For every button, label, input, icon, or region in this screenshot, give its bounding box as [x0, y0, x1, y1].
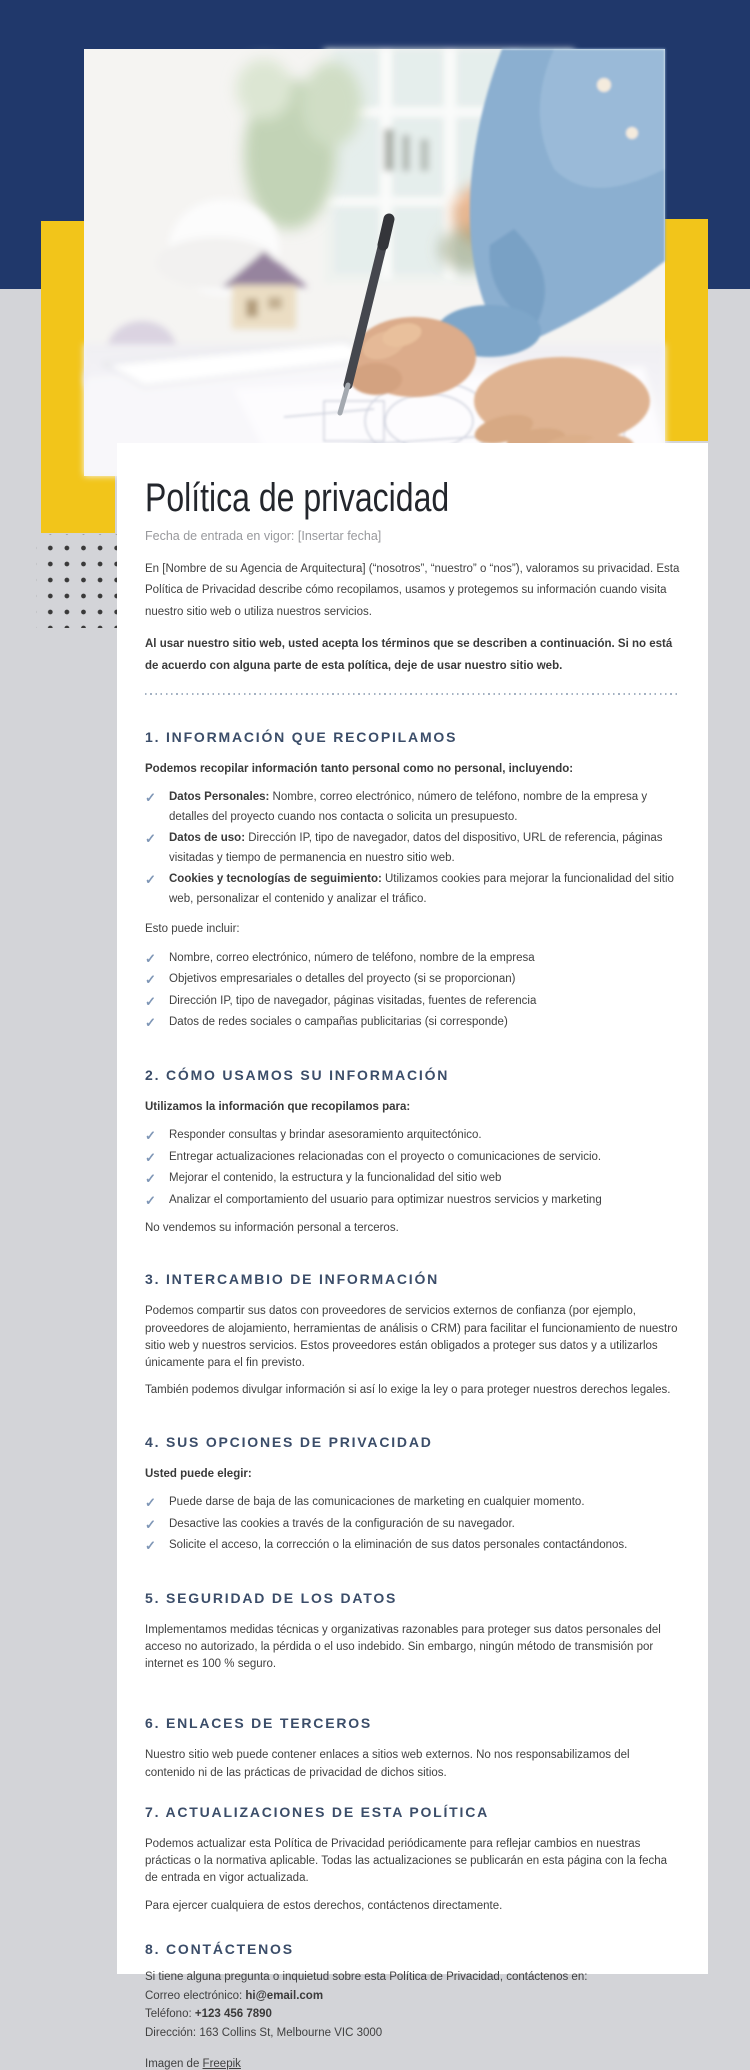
section-paragraph: Podemos compartir sus datos con proveedores de servicios externos de confianza (por ejemplo, proveedores de alojamiento, herramientas de análisis o CRM) para facilitar el funcionamiento de nuestro sitio web y nuestros servicios. Estos proveedores están obligados a proteger sus datos y a utilizarlos únicamente para el fin previsto. [145, 1305, 678, 1370]
policy-section-2 [145, 1067, 680, 1238]
check-icon: ✓ [145, 993, 156, 1009]
page-title: Política de privacidad [145, 476, 450, 520]
check-icon: ✓ [145, 1538, 156, 1554]
bullet-text: Datos de uso: Dirección IP, tipo de navegador, datos del dispositivo, URL de referencia, páginas visitadas y tiempo de permanencia en nuestro sitio web. [169, 832, 663, 864]
bullet-text: Solicite el acceso, la corrección o la eliminación de sus datos personales contactándonos. [169, 1539, 628, 1552]
policy-section-8 [145, 1941, 680, 2042]
bullet-item [145, 1515, 680, 1535]
section-heading: 3. INTERCAMBIO DE INFORMACIÓN [145, 1271, 440, 1288]
contact-value: hi@email.com [245, 1989, 324, 2002]
section-heading: 8. CONTÁCTENOS [145, 1940, 294, 1957]
bullet-text: Cookies y tecnologías de seguimiento: Utilizamos cookies para mejorar la funcionalidad del sitio web, personalizar el contenido y analizar el tráfico. [169, 873, 674, 905]
bullet-text: Desactive las cookies a través de la configuración de su navegador. [169, 1517, 515, 1530]
policy-section-7 [145, 1804, 680, 1915]
bullet-text: Nombre, correo electrónico, número de teléfono, nombre de la empresa [169, 951, 535, 964]
contact-line: Dirección: 163 Collins St, Melbourne VIC 3000 [145, 2026, 383, 2039]
bullet-list [145, 788, 680, 909]
architect-drawing-illustration [84, 49, 665, 476]
bullet-list [145, 1493, 680, 1556]
check-icon: ✓ [145, 1128, 156, 1144]
check-icon: ✓ [145, 1171, 156, 1187]
policy-section-1 [145, 729, 680, 1033]
bullet-item [145, 1536, 680, 1556]
bullet-text: Analizar el comportamiento del usuario para optimizar nuestros servicios y marketing [169, 1193, 602, 1206]
check-icon: ✓ [145, 1494, 156, 1510]
bullet-list [145, 949, 680, 1033]
check-icon: ✓ [145, 972, 156, 988]
image-credit [145, 2058, 680, 2070]
section-paragraph: Implementamos medidas técnicas y organizativas razonables para proteger sus datos personales del acceso no autorizado, la pérdida o el uso indebido. Sin embargo, ningún método de transmisión por internet es 100 % seguro. [145, 1623, 661, 1671]
bullet-item [145, 1169, 680, 1189]
bullet-item [145, 870, 680, 909]
freepik-link[interactable]: Freepik [202, 2057, 241, 2070]
check-icon: ✓ [145, 1149, 156, 1165]
credit-prefix: Imagen de [145, 2057, 203, 2070]
section-heading: 2. CÓMO USAMOS SU INFORMACIÓN [145, 1066, 450, 1083]
intro-bold-paragraph: Al usar nuestro sitio web, usted acepta los términos que se describen a continuación. Si no está de acuerdo con alguna parte de esta política, deje de usar nuestro sitio web. [145, 638, 673, 672]
section-heading: 1. INFORMACIÓN QUE RECOPILAMOS [145, 728, 458, 745]
check-icon: ✓ [145, 790, 156, 806]
bullet-text: Datos de redes sociales o campañas publicitarias (si corresponde) [169, 1016, 508, 1029]
bullet-text: Entregar actualizaciones relacionadas con el proyecto o comunicaciones de servicio. [169, 1150, 602, 1163]
contact-line: Si tiene alguna pregunta o inquietud sobre esta Política de Privacidad, contáctenos en: [145, 1970, 588, 1983]
bullet-item [145, 1191, 680, 1211]
bullet-text: Mejorar el contenido, la estructura y la funcionalidad del sitio web [169, 1172, 502, 1185]
section-lead: Podemos recopilar información tanto personal como no personal, incluyendo: [145, 762, 574, 775]
bullet-item [145, 1013, 680, 1033]
check-icon: ✓ [145, 872, 156, 888]
section-lead: Usted puede elegir: [145, 1467, 252, 1480]
hero-photo [84, 49, 665, 476]
bullet-item [145, 992, 680, 1012]
check-icon: ✓ [145, 831, 156, 847]
bullet-item [145, 1493, 680, 1513]
check-icon: ✓ [145, 1516, 156, 1532]
bullet-text: Datos Personales: Nombre, correo electrónico, número de teléfono, nombre de la empresa y detalles del proyecto cuando nos contacta o solicita un presupuesto. [169, 791, 648, 823]
intro-paragraph: En [Nombre de su Agencia de Arquitectura] (“nosotros”, “nuestro” o “nos”), valoramos su privacidad. Esta Política de Privacidad describe cómo recopilamos, usamos y protegemos su información cuando visita nuestro sitio web o utiliza nuestros servicios. [145, 563, 680, 618]
dotted-divider [145, 693, 680, 695]
bullet-list [145, 1126, 680, 1210]
section-paragraph: También podemos divulgar información si así lo exige la ley o para proteger nuestros derechos legales. [145, 1384, 671, 1397]
policy-section-6 [145, 1715, 680, 1782]
policy-sections [145, 729, 680, 2042]
bullet-text: Dirección IP, tipo de navegador, páginas visitadas, fuentes de referencia [169, 994, 537, 1007]
section-heading: 7. ACTUALIZACIONES DE ESTA POLÍTICA [145, 1803, 490, 1820]
effective-date: Fecha de entrada en vigor: [Insertar fecha] [145, 529, 382, 543]
section-heading: 5. SEGURIDAD DE LOS DATOS [145, 1589, 398, 1606]
contact-line: Teléfono: +123 456 7890 [145, 2008, 272, 2021]
check-icon: ✓ [145, 1192, 156, 1208]
section-heading: 6. ENLACES DE TERCEROS [145, 1715, 373, 1732]
section-paragraph: Esto puede incluir: [145, 923, 240, 936]
policy-section-5 [145, 1590, 680, 1674]
yellow-accent-right [665, 219, 708, 441]
bullet-text: Responder consultas y brindar asesoramiento arquitectónico. [169, 1129, 482, 1142]
check-icon: ✓ [145, 1015, 156, 1031]
contact-value: +123 456 7890 [194, 2008, 272, 2021]
section-paragraph: No vendemos su información personal a terceros. [145, 1222, 399, 1235]
check-icon: ✓ [145, 950, 156, 966]
section-heading: 4. SUS OPCIONES DE PRIVACIDAD [145, 1433, 433, 1450]
bullet-item [145, 1148, 680, 1168]
policy-card [117, 443, 708, 2070]
bullet-text: Puede darse de baja de las comunicaciones de marketing en cualquier momento. [169, 1495, 585, 1508]
section-paragraph: Nuestro sitio web puede contener enlaces a sitios web externos. No nos responsabilizamos del contenido ni de las prácticas de privacidad de dichos sitios. [145, 1749, 630, 1779]
bullet-item [145, 829, 680, 868]
bullet-item [145, 788, 680, 827]
bullet-item [145, 949, 680, 969]
bullet-item [145, 970, 680, 990]
policy-section-4 [145, 1434, 680, 1556]
section-paragraph: Podemos actualizar esta Política de Privacidad periódicamente para reflejar cambios en nuestras prácticas o la normativa aplicable. Todas las actualizaciones se publicarán en esta página con la fecha de entrada en vigor actualizada. [145, 1837, 668, 1885]
policy-section-3 [145, 1271, 680, 1399]
section-lead: Utilizamos la información que recopilamos para: [145, 1100, 411, 1113]
bullet-text: Objetivos empresariales o detalles del proyecto (si se proporcionan) [169, 973, 516, 986]
bullet-item [145, 1126, 680, 1146]
section-paragraph: Para ejercer cualquiera de estos derechos, contáctenos directamente. [145, 1899, 503, 1912]
contact-line: Correo electrónico: hi@email.com [145, 1989, 324, 2002]
